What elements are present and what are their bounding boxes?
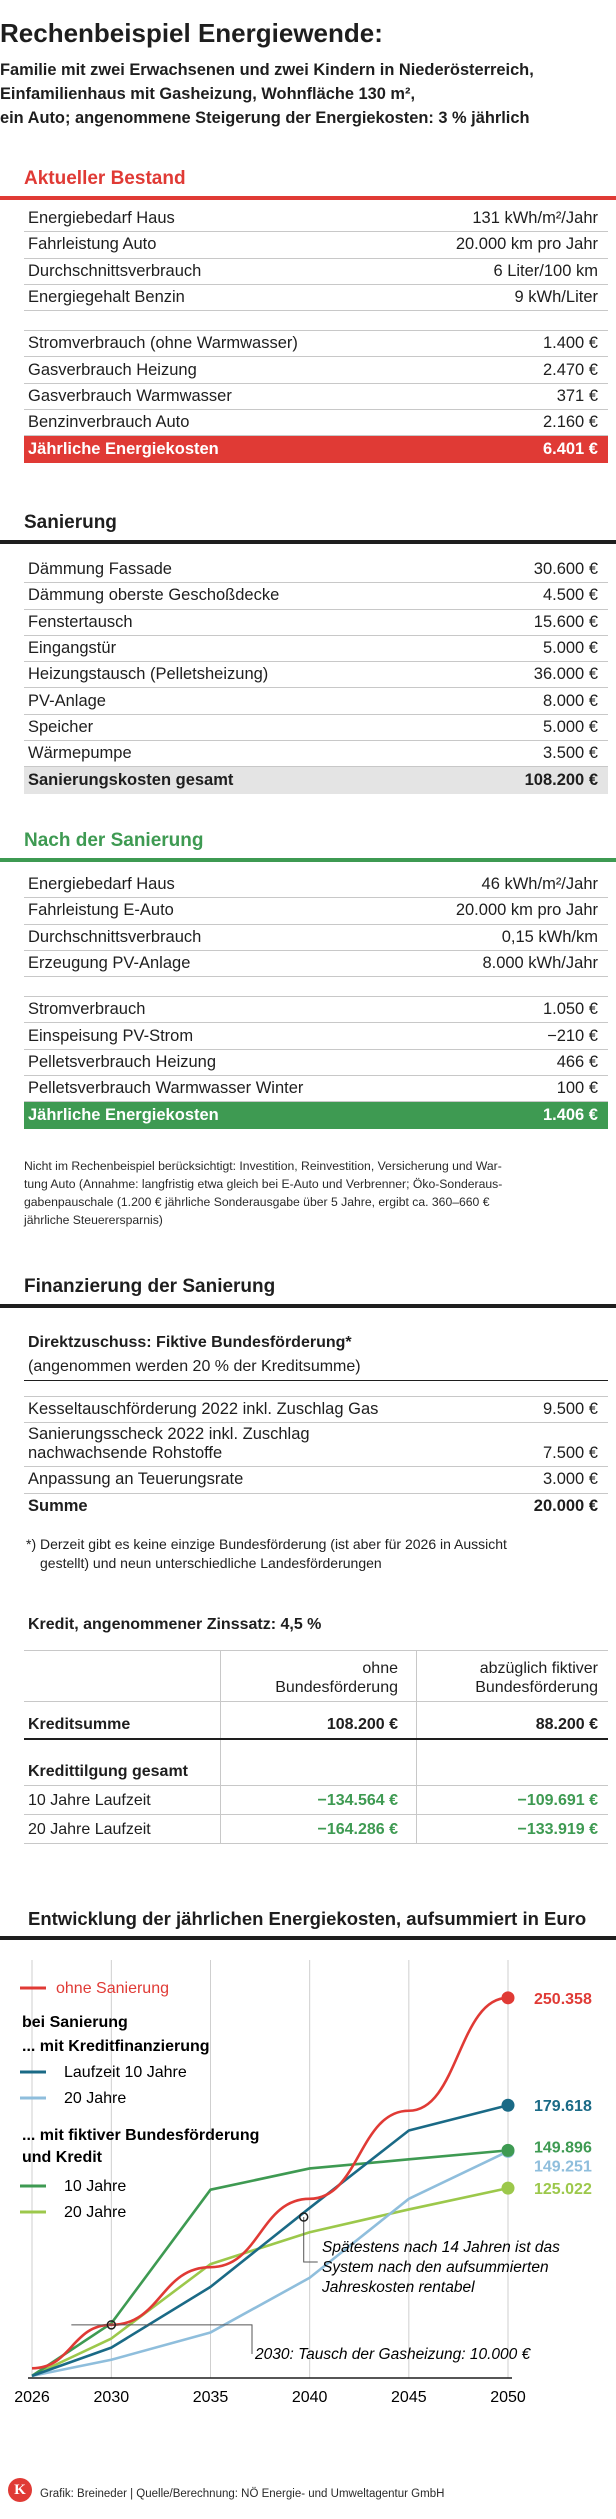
table-row bbox=[24, 1076, 608, 1102]
chart-end-markers bbox=[502, 1991, 592, 2198]
table-row bbox=[24, 1023, 608, 1049]
table-row bbox=[24, 636, 608, 662]
row-value: −109.691 € bbox=[416, 1786, 608, 1814]
note-line: gabenpauschale (1.200 € jährliche Sonderausgabe über 5 Jahre, ergibt ca. 360–660 € bbox=[24, 1195, 490, 1209]
table-row bbox=[24, 1467, 608, 1493]
row-label-line: Sanierungsscheck 2022 inkl. Zuschlag bbox=[28, 1425, 310, 1444]
row-label: Fenstertausch bbox=[28, 612, 133, 631]
annotation-text: Jahreskosten rentabel bbox=[322, 2279, 475, 2296]
row-label bbox=[28, 1425, 310, 1463]
row-label: Stromverbrauch bbox=[28, 1000, 146, 1019]
header-line: abzüglich fiktiver bbox=[479, 1660, 598, 1677]
row-label: Speicher bbox=[28, 717, 94, 736]
row-value: 131 kWh/m²/Jahr bbox=[472, 209, 598, 228]
table-row bbox=[24, 1786, 608, 1815]
row-value bbox=[416, 1740, 608, 1785]
row-label: Durchschnittsverbrauch bbox=[28, 927, 202, 946]
series-end-label-1: 179.618 bbox=[534, 2098, 592, 2116]
row-value: 6 Liter/100 km bbox=[493, 261, 598, 280]
row-label: Eingangstür bbox=[28, 639, 117, 658]
row-value: 100 € bbox=[556, 1079, 598, 1098]
legend-label-4: 20 Jahre bbox=[64, 2204, 127, 2221]
row-value: 2.470 € bbox=[542, 360, 598, 379]
table-row bbox=[24, 1050, 608, 1076]
row-value: 15.600 € bbox=[533, 612, 598, 631]
section-rule bbox=[0, 540, 616, 544]
table-row bbox=[24, 872, 608, 898]
page-title: Rechenbeispiel Energiewende: bbox=[0, 18, 383, 48]
table-row bbox=[24, 206, 608, 232]
annotation-text: 2030: Tausch der Gasheizung: 10.000 € bbox=[255, 2346, 531, 2363]
table-row bbox=[24, 688, 608, 714]
note-line: tung Auto (Annahme: langfristig etwa gleich bei E-Auto und Verbrenner; Öko-Sonderaus- bbox=[24, 1177, 503, 1191]
line-chart bbox=[0, 1940, 616, 2420]
legend-subgroup-1: ... mit Kreditfinanzierung bbox=[22, 2038, 210, 2055]
row-value: 7.500 € bbox=[542, 1444, 598, 1463]
subtitle-line: ein Auto; angenommene Steigerung der Energiekosten: 3 % jährlich bbox=[0, 109, 530, 127]
annotation-leader bbox=[304, 2217, 318, 2262]
row-value: 8.000 € bbox=[542, 691, 598, 710]
row-value: 1.400 € bbox=[542, 334, 598, 353]
header-line: Bundesförderung bbox=[275, 1679, 398, 1696]
row-label: Sanierungskosten gesamt bbox=[28, 771, 234, 790]
row-value: −210 € bbox=[547, 1026, 598, 1045]
legend-label-2: 20 Jahre bbox=[64, 2090, 127, 2107]
x-tick-label: 2030 bbox=[93, 2389, 130, 2406]
footnote bbox=[26, 1535, 606, 1573]
row-label: Benzinverbrauch Auto bbox=[28, 413, 190, 432]
row-label: Energiebedarf Haus bbox=[28, 875, 175, 894]
assumption-note bbox=[24, 1157, 604, 1229]
table-row bbox=[24, 1740, 608, 1786]
section-rule bbox=[0, 196, 616, 200]
row-label: Erzeugung PV-Anlage bbox=[28, 954, 191, 973]
table-row bbox=[24, 331, 608, 357]
x-axis-ticks bbox=[14, 2389, 526, 2406]
zuschuss-subtitle: (angenommen werden 20 % der Kreditsumme) bbox=[28, 1358, 361, 1375]
row-value: 0,15 kWh/km bbox=[501, 927, 598, 946]
series-end-label-0: 250.358 bbox=[534, 1990, 592, 2008]
row-label: PV-Anlage bbox=[28, 691, 106, 710]
row-value: 2.160 € bbox=[542, 413, 598, 432]
source-credit: Grafik: Breineder | Quelle/Berechnung: NÖ Energie- und Umweltagentur GmbH bbox=[40, 2488, 445, 2500]
row-label: Dämmung Fassade bbox=[28, 560, 172, 579]
series-end-dot-0 bbox=[502, 1991, 515, 2004]
row-value: −133.919 € bbox=[416, 1815, 608, 1843]
annotation-gas-heating bbox=[71, 2321, 531, 2363]
nach-table bbox=[24, 872, 608, 1129]
subtitle-line: Familie mit zwei Erwachsenen und zwei Kindern in Niederösterreich, bbox=[0, 61, 534, 79]
table-header-cell bbox=[24, 1693, 220, 1701]
row-value: 36.000 € bbox=[533, 665, 598, 684]
divider bbox=[24, 1380, 608, 1381]
section-heading-bestand: Aktueller Bestand bbox=[24, 168, 186, 189]
row-label: Kesseltauschförderung 2022 inkl. Zuschlag Gas bbox=[28, 1400, 379, 1419]
table-row bbox=[24, 997, 608, 1023]
row-label: Gasverbrauch Warmwasser bbox=[28, 386, 232, 405]
table-row bbox=[24, 232, 608, 258]
legend-label-0: ohne Sanierung bbox=[56, 1980, 169, 1997]
series-end-label-2: 149.251 bbox=[534, 2158, 592, 2176]
row-value: −164.286 € bbox=[220, 1815, 416, 1843]
row-label: Energiebedarf Haus bbox=[28, 209, 175, 228]
row-value: 9.500 € bbox=[542, 1400, 598, 1419]
spacer bbox=[24, 977, 608, 997]
row-label: Wärmepumpe bbox=[28, 744, 132, 763]
kredit-title: Kredit, angenommener Zinssatz: 4,5 % bbox=[28, 1616, 322, 1633]
table-row bbox=[24, 1423, 608, 1467]
table-row bbox=[24, 357, 608, 383]
zuschuss-title: Direktzuschuss: Fiktive Bundesförderung* bbox=[28, 1334, 352, 1351]
table-row bbox=[24, 1397, 608, 1423]
row-label: Summe bbox=[28, 1497, 88, 1516]
x-tick-label: 2050 bbox=[490, 2389, 526, 2406]
total-row bbox=[24, 767, 608, 793]
series-end-dot-4 bbox=[502, 2182, 515, 2195]
sanierung-table bbox=[24, 557, 608, 794]
section-rule bbox=[0, 858, 616, 862]
row-value: 3.000 € bbox=[542, 1470, 598, 1489]
row-label-line: nachwachsende Rohstoffe bbox=[28, 1444, 223, 1463]
table-row bbox=[24, 925, 608, 951]
page-subtitle bbox=[0, 58, 616, 130]
row-value: 30.600 € bbox=[533, 560, 598, 579]
legend-subgroup-2b: und Kredit bbox=[22, 2149, 102, 2166]
legend-label-1: Laufzeit 10 Jahre bbox=[64, 2064, 187, 2081]
row-label: Fahrleistung Auto bbox=[28, 235, 157, 254]
foerderung-table bbox=[24, 1396, 608, 1520]
table-row bbox=[24, 583, 608, 609]
header-line: ohne bbox=[362, 1660, 398, 1677]
x-tick-label: 2045 bbox=[391, 2389, 427, 2406]
row-value: 108.200 € bbox=[524, 771, 598, 790]
legend-label-3: 10 Jahre bbox=[64, 2178, 127, 2195]
row-value: −134.564 € bbox=[220, 1786, 416, 1814]
table-row bbox=[24, 951, 608, 977]
table-row bbox=[24, 410, 608, 436]
row-value: 20.000 km pro Jahr bbox=[455, 235, 598, 254]
kredit-table bbox=[24, 1650, 608, 1844]
row-label: Pelletsverbrauch Heizung bbox=[28, 1052, 217, 1071]
bestand-table bbox=[24, 206, 608, 463]
row-value: 46 kWh/m²/Jahr bbox=[481, 875, 598, 894]
row-value: 20.000 € bbox=[533, 1497, 598, 1516]
table-header-cell bbox=[220, 1651, 416, 1701]
series-end-dot-3 bbox=[502, 2144, 515, 2157]
series-end-dot-1 bbox=[502, 2099, 515, 2112]
section-heading-nach: Nach der Sanierung bbox=[24, 830, 204, 851]
row-value: 466 € bbox=[556, 1052, 598, 1071]
sum-row bbox=[24, 1494, 608, 1520]
footnote-line: gestellt) und neun unterschiedliche Landesförderungen bbox=[40, 1555, 382, 1571]
row-value bbox=[220, 1740, 416, 1785]
row-label: Heizungstausch (Pelletsheizung) bbox=[28, 665, 269, 684]
x-tick-label: 2026 bbox=[14, 2389, 50, 2406]
section-heading-finanzierung: Finanzierung der Sanierung bbox=[24, 1276, 276, 1297]
row-label: Dämmung oberste Geschoßdecke bbox=[28, 586, 280, 605]
row-label: Stromverbrauch (ohne Warmwasser) bbox=[28, 334, 298, 353]
row-value: 1.050 € bbox=[542, 1000, 598, 1019]
row-value: 5.000 € bbox=[542, 717, 598, 736]
row-label: Energiegehalt Benzin bbox=[28, 288, 185, 307]
table-row bbox=[24, 898, 608, 924]
series-end-label-4: 125.022 bbox=[534, 2181, 592, 2199]
annotation-leader bbox=[71, 2325, 252, 2354]
table-row bbox=[24, 741, 608, 767]
table-row bbox=[24, 557, 608, 583]
row-label: Pelletsverbrauch Warmwasser Winter bbox=[28, 1079, 304, 1098]
spacer bbox=[24, 311, 608, 331]
annotation-text: Spätestens nach 14 Jahren ist das bbox=[322, 2239, 560, 2256]
table-header-row bbox=[24, 1650, 608, 1702]
legend-subgroup-2: ... mit fiktiver Bundesförderung bbox=[22, 2127, 260, 2144]
header-line: Bundesförderung bbox=[475, 1679, 598, 1696]
row-label: 20 Jahre Laufzeit bbox=[28, 1821, 151, 1838]
note-line: Nicht im Rechenbeispiel berücksichtigt: Investition, Reinvestition, Versicherung und War- bbox=[24, 1159, 502, 1173]
total-row bbox=[24, 1102, 608, 1128]
table-row bbox=[24, 610, 608, 636]
x-tick-label: 2040 bbox=[291, 2389, 328, 2406]
row-label: Kredittilgung gesamt bbox=[28, 1763, 189, 1780]
row-value: 9 kWh/Liter bbox=[514, 288, 598, 307]
row-label: Fahrleistung E-Auto bbox=[28, 901, 174, 920]
section-heading-sanierung: Sanierung bbox=[24, 512, 117, 533]
x-tick-label: 2035 bbox=[192, 2389, 229, 2406]
subtitle-line: Einfamilienhaus mit Gasheizung, Wohnfläche 130 m², bbox=[0, 85, 416, 103]
row-label: Einspeisung PV-Strom bbox=[28, 1026, 194, 1045]
row-value: 88.200 € bbox=[416, 1702, 608, 1738]
annotation-text: System nach den aufsummierten bbox=[322, 2259, 549, 2276]
row-value: 5.000 € bbox=[542, 639, 598, 658]
row-label: Jährliche Energiekosten bbox=[28, 1106, 219, 1125]
row-value: 1.406 € bbox=[542, 1106, 598, 1125]
table-row bbox=[24, 259, 608, 285]
row-label: 10 Jahre Laufzeit bbox=[28, 1792, 151, 1809]
row-value: 371 € bbox=[556, 386, 598, 405]
legend-group-label: bei Sanierung bbox=[22, 2014, 128, 2031]
row-value: 108.200 € bbox=[220, 1702, 416, 1738]
chart-legend bbox=[20, 1980, 259, 2221]
row-value: 8.000 kWh/Jahr bbox=[482, 954, 598, 973]
table-row bbox=[24, 285, 608, 311]
chart-title: Entwicklung der jährlichen Energiekosten, aufsummiert in Euro bbox=[28, 1908, 587, 1929]
section-rule bbox=[0, 1304, 616, 1308]
row-label: Gasverbrauch Heizung bbox=[28, 360, 197, 379]
table-row bbox=[24, 1815, 608, 1844]
row-label: Kreditsumme bbox=[28, 1716, 131, 1733]
row-label: Durchschnittsverbrauch bbox=[28, 261, 202, 280]
row-label: Anpassung an Teuerungsrate bbox=[28, 1470, 244, 1489]
row-label: Jährliche Energiekosten bbox=[28, 440, 219, 459]
row-value: 6.401 € bbox=[542, 440, 598, 459]
table-row bbox=[24, 715, 608, 741]
series-end-label-3: 149.896 bbox=[534, 2139, 592, 2157]
table-row bbox=[24, 662, 608, 688]
total-row bbox=[24, 436, 608, 462]
table-row bbox=[24, 384, 608, 410]
row-value: 20.000 km pro Jahr bbox=[455, 901, 598, 920]
note-line: jährliche Steuerersparnis) bbox=[24, 1213, 163, 1227]
table-header-cell bbox=[416, 1651, 608, 1701]
brand-logo: K bbox=[8, 2478, 32, 2502]
table-row bbox=[24, 1702, 608, 1740]
row-value: 4.500 € bbox=[542, 586, 598, 605]
row-value: 3.500 € bbox=[542, 744, 598, 763]
footnote-line: *) Derzeit gibt es keine einzige Bundesförderung (ist aber für 2026 in Aussicht bbox=[26, 1536, 507, 1552]
